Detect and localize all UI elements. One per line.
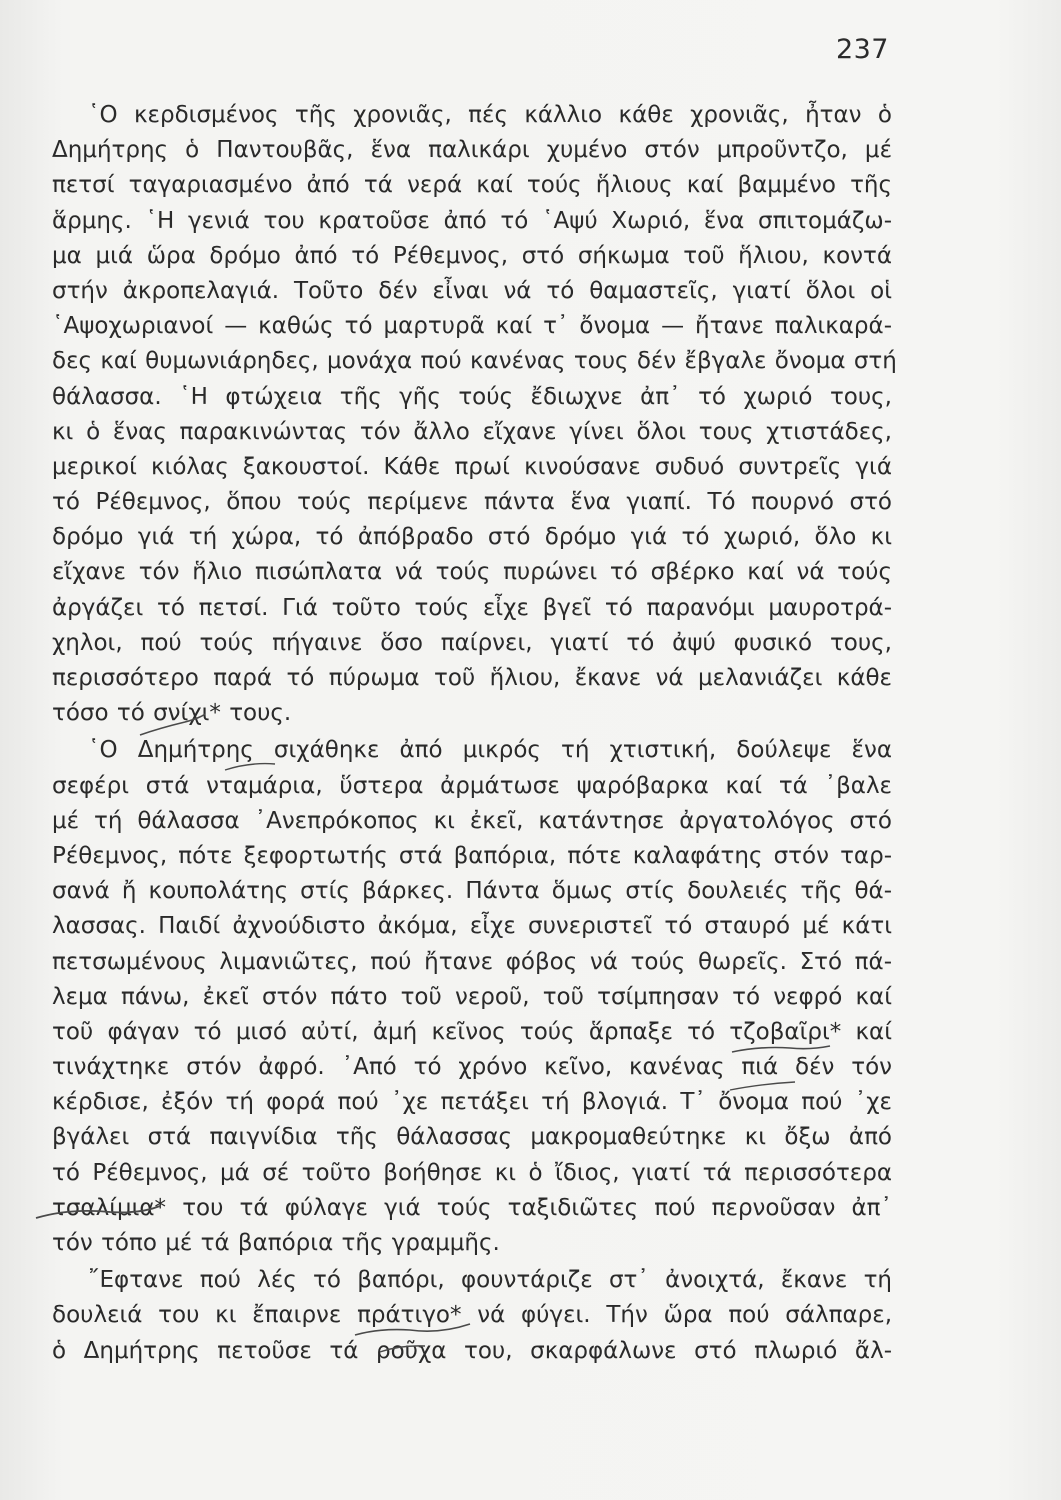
page-number: 237 xyxy=(835,34,889,65)
text-line: εἴχανε τόν ἥλιο πισώπλατα νά τούς πυρώνει τό σβέρκο καί νά τούς xyxy=(52,559,892,586)
text-line: μέ τή θάλασσα ᾿Ανεπρόκοπος κι ἐκεῖ, κατάντησε ἀργατολόγος στό xyxy=(52,807,892,834)
text-line: ῾Αψοχωριανοί — καθώς τό μαρτυρᾶ καί τ᾿ ὄνομα — ἤτανε παλικαρά- xyxy=(52,313,892,340)
text-line: Ρέθεμνος, πότε ξεφορτωτής στά βαπόρια, πότε καλαφάτης στόν ταρ- xyxy=(52,842,892,869)
text-line: ὁ Δημήτρης πετοῦσε τά ροῦχα του, σκαρφάλωνε στό πλωριό ἄλ- xyxy=(52,1337,892,1364)
text-line: τινάχτηκε στόν ἀφρό. ᾿Από τό χρόνο κεῖνο, κανένας πιά δέν τόν xyxy=(52,1054,892,1081)
text-line: μα μιά ὥρα δρόμο ἀπό τό Ρέθεμνος, στό σήκωμα τοῦ ἥλιου, κοντά xyxy=(52,242,892,269)
text-line: τό Ρέθεμνος, ὅπου τούς περίμενε πάντα ἕνα γιαπί. Τό πουρνό στό xyxy=(52,489,892,516)
text-line: τοῦ φάγαν τό μισό αὐτί, ἀμή κεῖνος τούς ἅρπαξε τό τζοβαῖρι* καί xyxy=(52,1018,892,1045)
text-line: τσαλίμια* του τά φύλαγε γιά τούς ταξιδιῶτες πού περνοῦσαν ἀπ᾿ xyxy=(52,1194,892,1221)
text-line: δες καί θυμωνιάρηδες, μονάχα πού κανένας τους δέν ἔβγαλε ὄνομα στή xyxy=(52,348,897,375)
text-line: πετσωμένους λιμανιῶτες, πού ἤτανε φόβος νά τούς θωρεῖς. Στό πά- xyxy=(52,948,892,975)
body-text xyxy=(52,98,897,1369)
text-line: δουλειά του κι ἔπαιρνε πράτιγο* νά φύγει. Τήν ὥρα πού σάλπαρε, xyxy=(52,1302,892,1329)
paragraph-3 xyxy=(52,1263,892,1369)
text-line: τό Ρέθεμνος, μά σέ τοῦτο βοήθησε κι ὁ ἴδιος, γιατί τά περισσότερα xyxy=(52,1159,892,1186)
text-line: λεμα πάνω, ἐκεῖ στόν πάτο τοῦ νεροῦ, τοῦ τσίμπησαν τό νεφρό καί xyxy=(52,983,892,1010)
text-line: στήν ἀκροπελαγιά. Τοῦτο δέν εἶναι νά τό θαμαστεῖς, γιατί ὅλοι οἱ xyxy=(52,277,892,304)
text-line: ἅρμης. ῾Η γενιά του κρατοῦσε ἀπό τό ῾Αψύ Χωριό, ἕνα σπιτομάζω- xyxy=(52,207,892,234)
text-line: ἀργάζει τό πετσί. Γιά τοῦτο τούς εἶχε βγεῖ τό παρανόμι μαυροτρά- xyxy=(52,594,892,621)
paragraph-2 xyxy=(52,733,892,1261)
text-line: δρόμο γιά τή χώρα, τό ἀπόβραδο στό δρόμο γιά τό χωριό, ὅλο κι xyxy=(52,524,892,551)
paragraph-1 xyxy=(52,98,897,731)
text-line: τόν τόπο μέ τά βαπόρια τῆς γραμμῆς. xyxy=(52,1230,500,1256)
text-line: μερικοί κιόλας ξακουστοί. Κάθε πρωί κινούσανε συδυό συντρεῖς γιά xyxy=(52,453,892,480)
text-line: ῎Εφτανε πού λές τό βαπόρι, φουντάριζε στ᾿ ἀνοιχτά, ἔκανε τή xyxy=(88,1267,892,1294)
text-line: βγάλει στά παιγνίδια τῆς θάλασσας μακρομαθεύτηκε κι ὄξω ἀπό xyxy=(52,1124,892,1151)
text-line: περισσότερο παρά τό πύρωμα τοῦ ἥλιου, ἔκανε νά μελανιάζει κάθε xyxy=(52,665,892,691)
text-line: θάλασσα. ῾Η φτώχεια τῆς γῆς τούς ἔδιωχνε ἀπ᾿ τό χωριό τους, xyxy=(52,383,892,410)
text-line: Δημήτρης ὁ Παντουβᾶς, ἕνα παλικάρι χυμένο στόν μπροῦντζο, μέ xyxy=(52,137,892,164)
text-line: ῾Ο κερδισμένος τῆς χρονιᾶς, πές κάλλιο κάθε χρονιᾶς, ἦταν ὁ xyxy=(88,102,892,128)
text-line: λασσας. Παιδί ἀχνούδιστο ἀκόμα, εἶχε συνεριστεῖ τό σταυρό μέ κάτι xyxy=(52,913,892,940)
text-line: πετσί ταγαριασμένο ἀπό τά νερά καί τούς ἥλιους καί βαμμένο τῆς xyxy=(52,172,892,199)
text-line: σεφέρι στά νταμάρια, ὕστερα ἀρμάτωσε ψαρόβαρκα καί τά ᾿βαλε xyxy=(52,772,892,799)
text-line: τόσο τό σνίχι* τους. xyxy=(52,700,292,727)
text-line: σανά ἤ κουπολάτης στίς βάρκες. Πάντα ὅμως στίς δουλειές τῆς θά- xyxy=(52,878,892,905)
text-line: χηλοι, πού τούς πήγαινε ὅσο παίρνει, γιατί τό ἀψύ φυσικό τους, xyxy=(52,629,892,656)
text-line: κι ὁ ἕνας παρακινώντας τόν ἄλλο εἴχανε γίνει ὅλοι τους χτιστάδες, xyxy=(52,418,892,445)
text-line: κέρδισε, ἐξόν τή φορά πού ᾿χε πετάξει τή βλογιά. Τ᾿ ὄνομα πού ᾿χε xyxy=(52,1089,892,1116)
text-line: ῾Ο Δημήτρης σιχάθηκε ἀπό μικρός τή χτιστική, δούλεψε ἕνα xyxy=(88,737,892,764)
